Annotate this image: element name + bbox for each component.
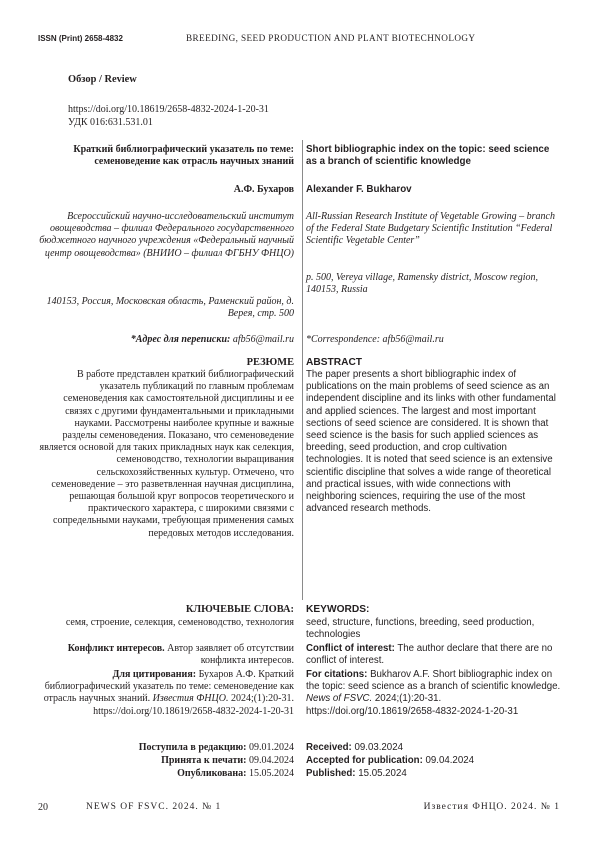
en-address: p. 500, Vereya village, Ramensky district, Moscow region, 140153, Russia: [306, 272, 538, 296]
en-accepted: [306, 755, 562, 767]
ru-received: [38, 742, 294, 754]
ru-correspondence-label: *Адрес для переписки:: [130, 334, 231, 345]
en-received: [306, 742, 562, 754]
article-type: Обзор / Review: [68, 74, 137, 85]
en-affiliation: All-Russian Research Institute of Vegetable Growing – branch of the Federal State Budgetary Scientific Institution “Federal Scientific Vegetable Center”: [306, 211, 555, 247]
ru-published-label: Опубликована:: [177, 768, 247, 779]
ru-conflict-text: Автор заявляет об отсутствии конфликта интересов.: [167, 643, 294, 667]
en-accepted-date: 09.04.2024: [425, 755, 474, 766]
ru-title: Краткий библиографический указатель по теме: семеноведение как отрасль научных знаний: [73, 144, 294, 168]
en-keywords-heading: KEYWORDS:: [306, 604, 370, 615]
en-title: Short bibliographic index on the topic: seed science as a branch of scientific knowledge: [306, 144, 550, 168]
ru-received-date: 09.01.2024: [249, 742, 294, 753]
ru-published: [38, 768, 294, 780]
en-conflict-label: Conflict of interest:: [306, 643, 395, 654]
en-conflict: [306, 643, 562, 667]
en-abstract: The paper presents a short bibliographic index of publications on the main problems of seed science as an independent discipline and its links with other fundamental and applied sciences. The largest and most important sections of seed science are considered. It is shown that seed science is the basis for such applied sciences as breeding, seed production, and crop cultivation technologies. It is noted that seed science is an extensive scientific discipline that solves a wide range of theoretical and practical issues, with wide connections with neighboring sciences, requiring the use of the most advanced research methods.: [306, 369, 556, 515]
ru-citation-journal: Известия ФНЦО.: [152, 693, 229, 705]
ru-accepted-date: 09.04.2024: [249, 755, 294, 766]
en-citation: [306, 669, 562, 718]
en-correspondence: *Correspondence: afb56@mail.ru: [306, 334, 444, 345]
ru-received-label: Поступила в редакцию:: [138, 742, 247, 753]
en-conflict-text: The author declare that there are no conflict of interest.: [306, 643, 553, 667]
en-keywords: seed, structure, functions, breeding, seed production, technologies: [306, 617, 535, 641]
ru-affiliation: Всероссийский научно-исследовательский институт овощеводства – филиал Федерального государственного бюджетного научного учреждения «Федеральный научный центр овощеводства» (ВНИИО – филиал ФГБНУ ФНЦО): [39, 211, 294, 259]
section-title: BREEDING, SEED PRODUCTION AND PLANT BIOTECHNOLOGY: [186, 33, 476, 43]
ru-conflict: [38, 643, 294, 667]
ru-conflict-label: Конфликт интересов.: [67, 643, 165, 654]
ru-correspondence: [38, 334, 294, 346]
en-received-label: Received:: [306, 742, 352, 753]
ru-published-date: 15.05.2024: [249, 768, 294, 779]
ru-address: 140153, Россия, Московская область, Раменский район, д. Верея, стр. 500: [46, 296, 294, 320]
en-published-date: 15.05.2024: [358, 768, 407, 779]
ru-accepted-label: Принята к печати:: [161, 755, 247, 766]
doi-link[interactable]: https://doi.org/10.18619/2658-4832-2024-1-20-31: [68, 104, 269, 115]
ru-abstract-heading: РЕЗЮМЕ: [246, 357, 294, 368]
ru-author: А.Ф. Бухаров: [233, 184, 294, 195]
en-citation-label: For citations:: [306, 669, 368, 680]
udk-code: УДК 016:631.531.01: [68, 117, 153, 128]
en-citation-text: Bukharov A.F. Short bibliographic index on the topic: seed science as a branch of scientific knowledge.: [306, 669, 561, 693]
en-author: Alexander F. Bukharov: [306, 184, 412, 195]
footer-journal-ru: Известия ФНЦО. 2024. № 1: [423, 802, 560, 812]
ru-citation: [38, 669, 294, 718]
ru-abstract: В работе представлен краткий библиографический указатель публикаций по главным проблемам семеноведения как самостоятельной дисциплины и ее связях с другими фундаментальными и прикладными науками. Рассмотрены наиболее крупные и важные разделы семеноведения. Показано, что семеноведение является основой для таких прикладных наук как селекция, семеноводство, технологии выращивания сельскохозяйственных культур. Отмечено, что семеноведение – это разветвленная научная дисциплина, решающая большой круг вопросов теоретического и практического характера, с широкими связями с сопредельными науками, требующая применения самых передовых методов исследования.: [39, 369, 294, 539]
ru-citation-text: Бухаров А.Ф. Краткий библиографический указатель по теме: семеноведение как отрасль научных знаний.: [43, 669, 294, 705]
ru-accepted: [38, 755, 294, 767]
ru-keywords: семя, строение, селекция, семеноводство, технология: [65, 617, 294, 628]
ru-keywords-heading: КЛЮЧЕВЫЕ СЛОВА:: [185, 604, 294, 615]
footer-journal-en: NEWS OF FSVC. 2024. № 1: [86, 802, 222, 812]
column-divider: [302, 140, 303, 600]
en-citation-tail[interactable]: 2024;(1):20-31. https://doi.org/10.18619/2658-4832-2024-1-20-31: [306, 693, 519, 717]
en-citation-journal: News of FSVC.: [306, 693, 373, 705]
ru-correspondence-email[interactable]: afb56@mail.ru: [232, 334, 294, 345]
en-published: [306, 768, 562, 780]
en-abstract-heading: ABSTRACT: [306, 357, 363, 368]
issn: ISSN (Print) 2658-4832: [38, 34, 123, 43]
en-accepted-label: Accepted for publication:: [306, 755, 423, 766]
en-received-date: 09.03.2024: [354, 742, 403, 753]
page-number: 20: [38, 802, 48, 813]
ru-citation-label: Для цитирования:: [112, 669, 197, 680]
en-published-label: Published:: [306, 768, 356, 779]
ru-citation-tail[interactable]: 2024;(1):20-31. https://doi.org/10.18619/2658-4832-2024-1-20-31: [93, 693, 294, 717]
